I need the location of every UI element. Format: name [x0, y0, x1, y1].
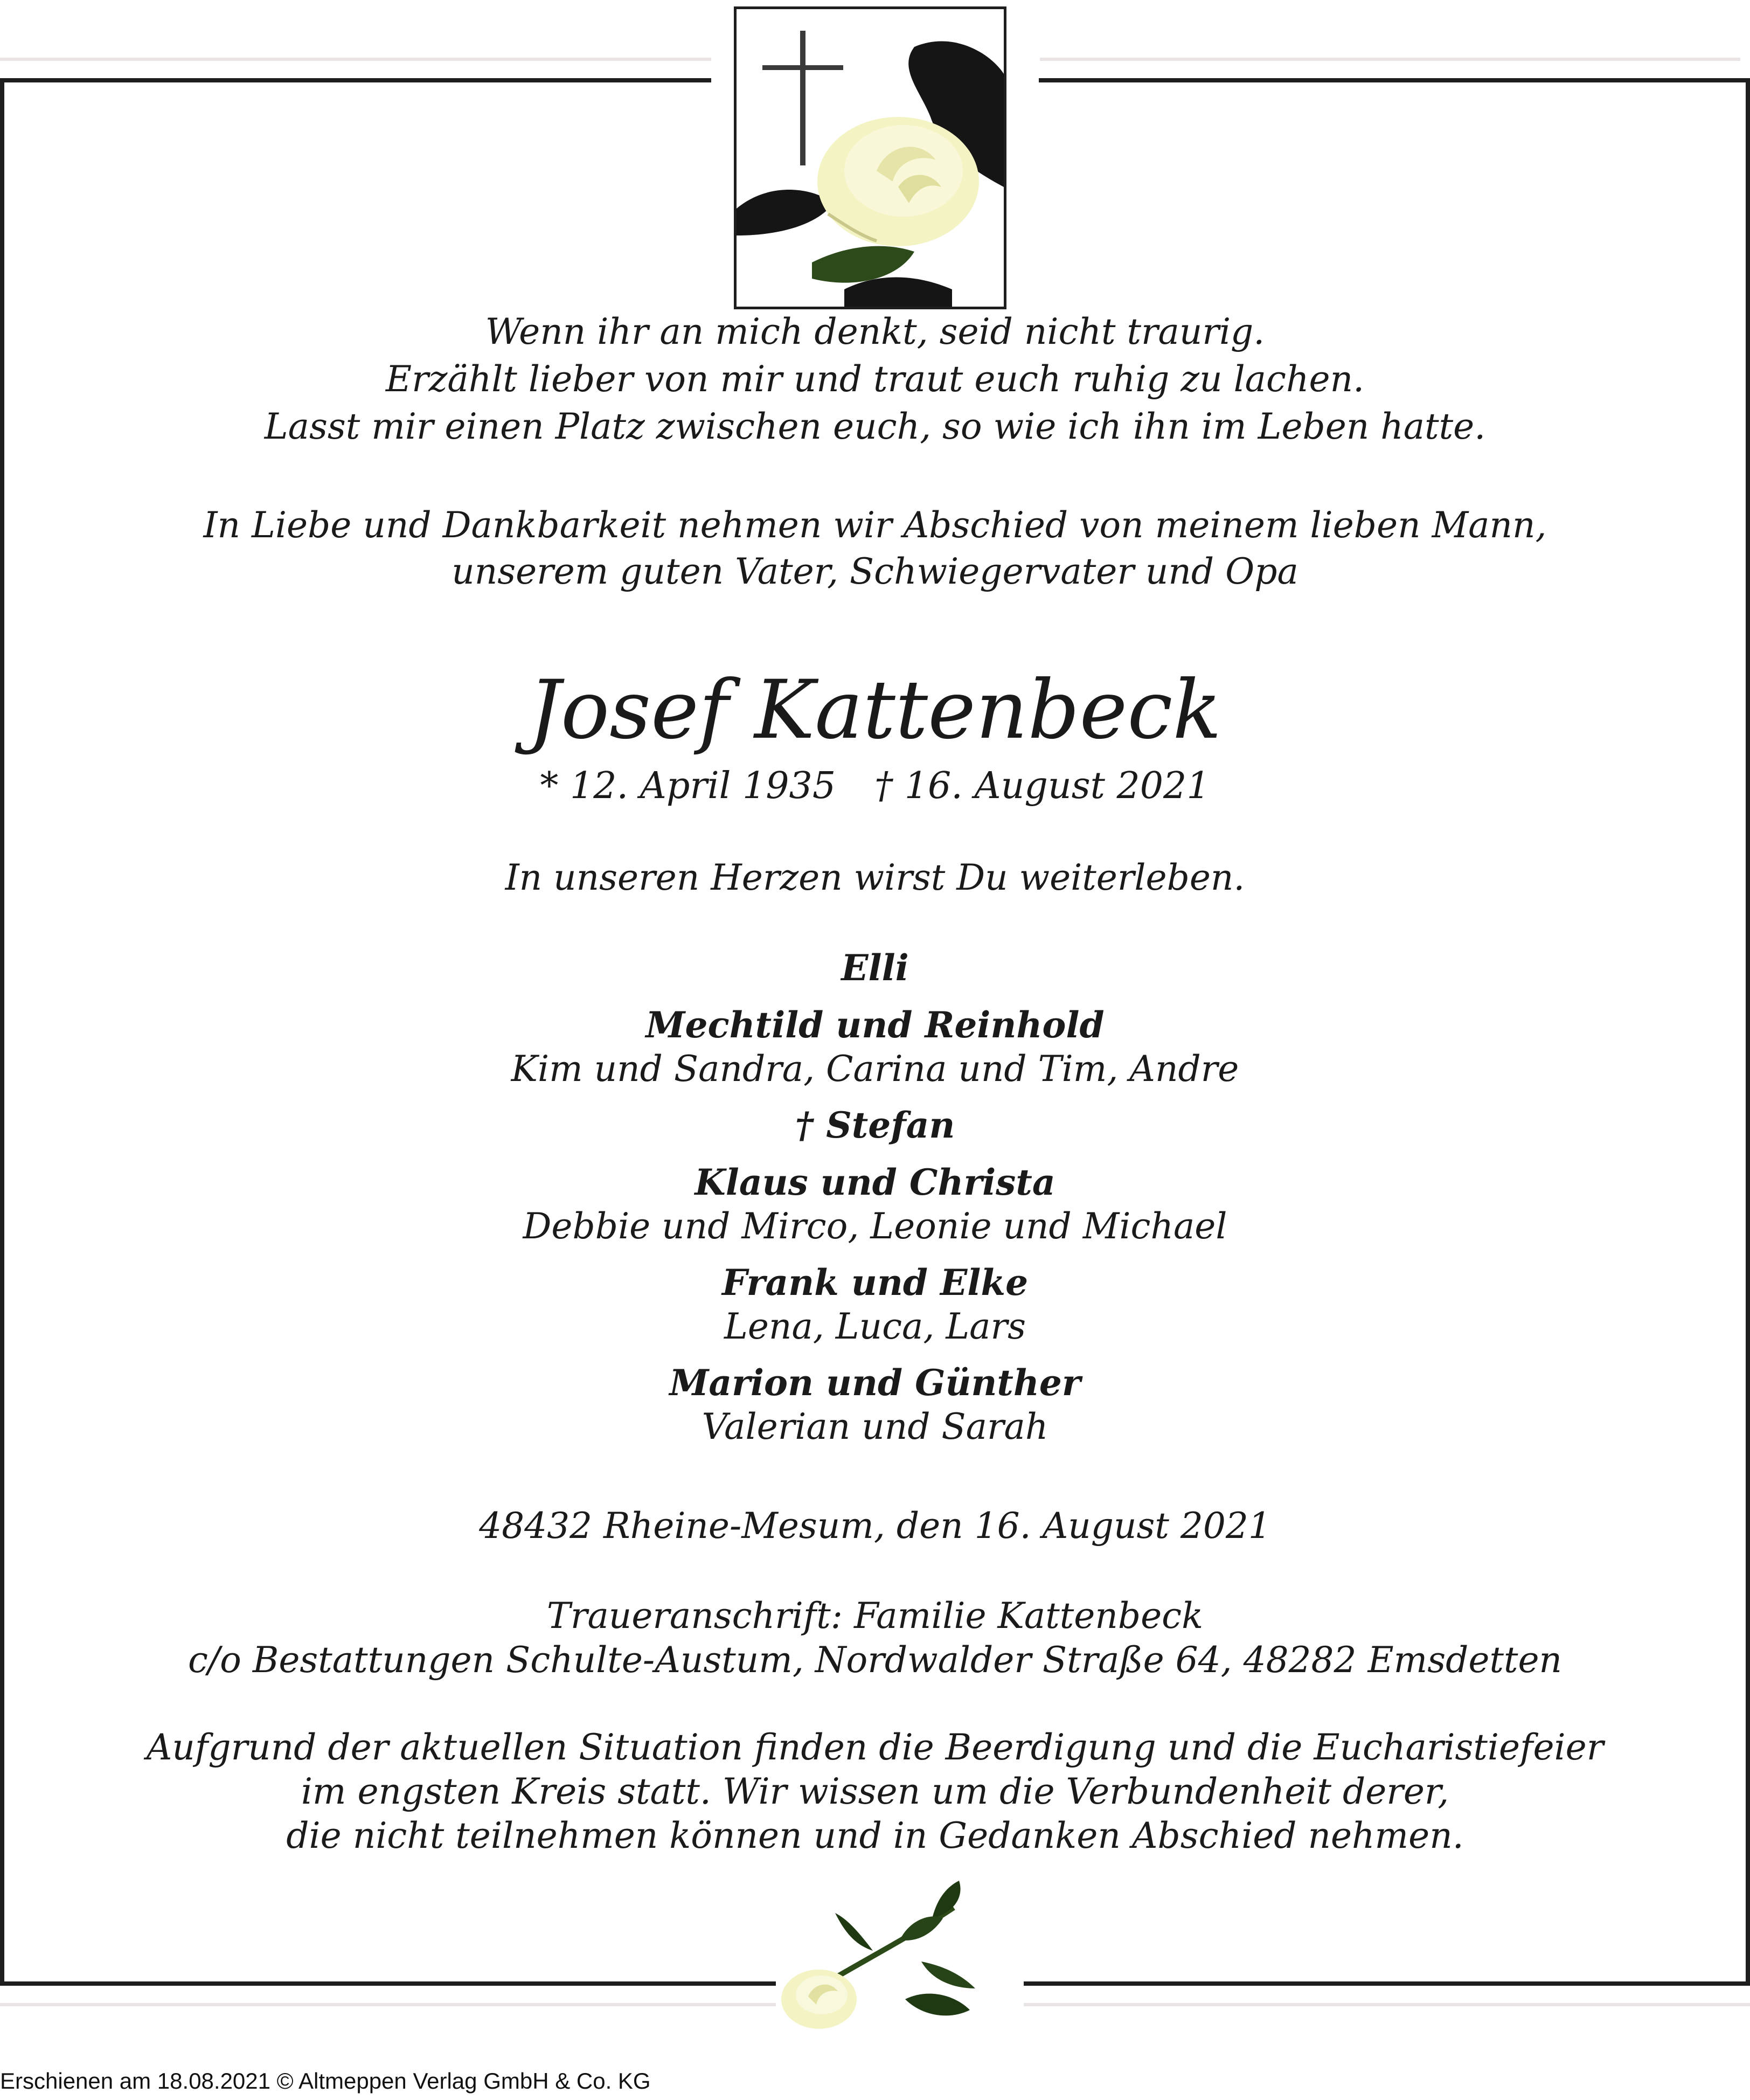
intro	[54, 502, 1696, 595]
place-date: 48432 Rheine-Mesum, den 16. August 2021	[479, 1505, 1271, 1547]
family-list	[54, 945, 1696, 1448]
deceased-name: Josef Kattenbeck	[528, 663, 1222, 757]
family-group	[54, 1260, 1696, 1348]
verse-line: Wenn ihr an mich denkt, seid nicht traurig.	[485, 311, 1265, 352]
family-children: Kim und Sandra, Carina und Tim, Andre	[511, 1048, 1239, 1090]
frame-bottom-right	[1024, 1981, 1750, 1986]
family-children: Lena, Luca, Lars	[724, 1306, 1026, 1347]
family-group	[54, 1002, 1696, 1091]
family-group	[54, 1103, 1696, 1148]
family-names: Frank und Elke	[721, 1262, 1029, 1304]
family-group	[54, 1360, 1696, 1448]
cross-rose-icon	[737, 9, 1004, 307]
frame-shadow-bottom-right	[1024, 2003, 1750, 2006]
frame-top-left	[0, 78, 711, 82]
death-date: † 16. August 2021	[874, 765, 1210, 807]
frame-top-right	[1039, 78, 1750, 82]
rose-icon	[770, 1875, 1029, 2037]
family-names: Klaus und Christa	[695, 1161, 1055, 1203]
life-dates	[54, 762, 1696, 810]
frame-right	[1746, 78, 1750, 1986]
family-names: † Stefan	[795, 1104, 955, 1146]
frame-left	[0, 78, 4, 1986]
obituary-content	[54, 302, 1696, 1858]
frame-bottom-left	[0, 1981, 776, 1986]
frame-shadow-top-left	[0, 58, 711, 61]
verse-line: Lasst mir einen Platz zwischen euch, so wie ich ihn im Leben hatte.	[264, 406, 1486, 447]
address-line: Traueranschrift: Familie Kattenbeck	[546, 1595, 1204, 1637]
cross-rose-emblem	[734, 6, 1006, 309]
family-group	[54, 945, 1696, 990]
note-line: die nicht teilnehmen können und in Gedanken Abschied nehmen.	[286, 1815, 1464, 1856]
frame-shadow-top-right	[1040, 58, 1740, 61]
family-names: Mechtild und Reinhold	[645, 1004, 1105, 1046]
family-names: Marion und Günther	[669, 1362, 1081, 1404]
family-names: Elli	[841, 947, 909, 989]
mourning-address	[54, 1594, 1696, 1682]
birth-date: * 12. April 1935	[540, 765, 836, 807]
funeral-note	[54, 1725, 1696, 1858]
note-line: Aufgrund der aktuellen Situation finden die Beerdigung und die Eucharistiefeier	[146, 1727, 1604, 1768]
family-children: Valerian und Sarah	[702, 1406, 1048, 1447]
intro-line: In Liebe und Dankbarkeit nehmen wir Abschied von meinem lieben Mann,	[203, 504, 1547, 546]
frame-shadow-bottom-left	[0, 2003, 776, 2006]
verse-line: Erzählt lieber von mir und traut euch ruhig zu lachen.	[385, 358, 1365, 400]
address-line: c/o Bestattungen Schulte-Austum, Nordwalder Straße 64, 48282 Emsdetten	[188, 1639, 1563, 1681]
note-line: im engsten Kreis statt. Wir wissen um die Verbundenheit derer,	[301, 1771, 1449, 1812]
family-group	[54, 1160, 1696, 1248]
verse	[54, 308, 1696, 451]
intro-line: unserem guten Vater, Schwiegervater und Opa	[452, 551, 1298, 592]
motto: In unseren Herzen wirst Du weiterleben.	[505, 857, 1245, 898]
publication-footer: Erschienen am 18.08.2021 © Altmeppen Verlag GmbH & Co. KG	[0, 2068, 651, 2094]
family-children: Debbie und Mirco, Leonie und Michael	[523, 1205, 1227, 1247]
